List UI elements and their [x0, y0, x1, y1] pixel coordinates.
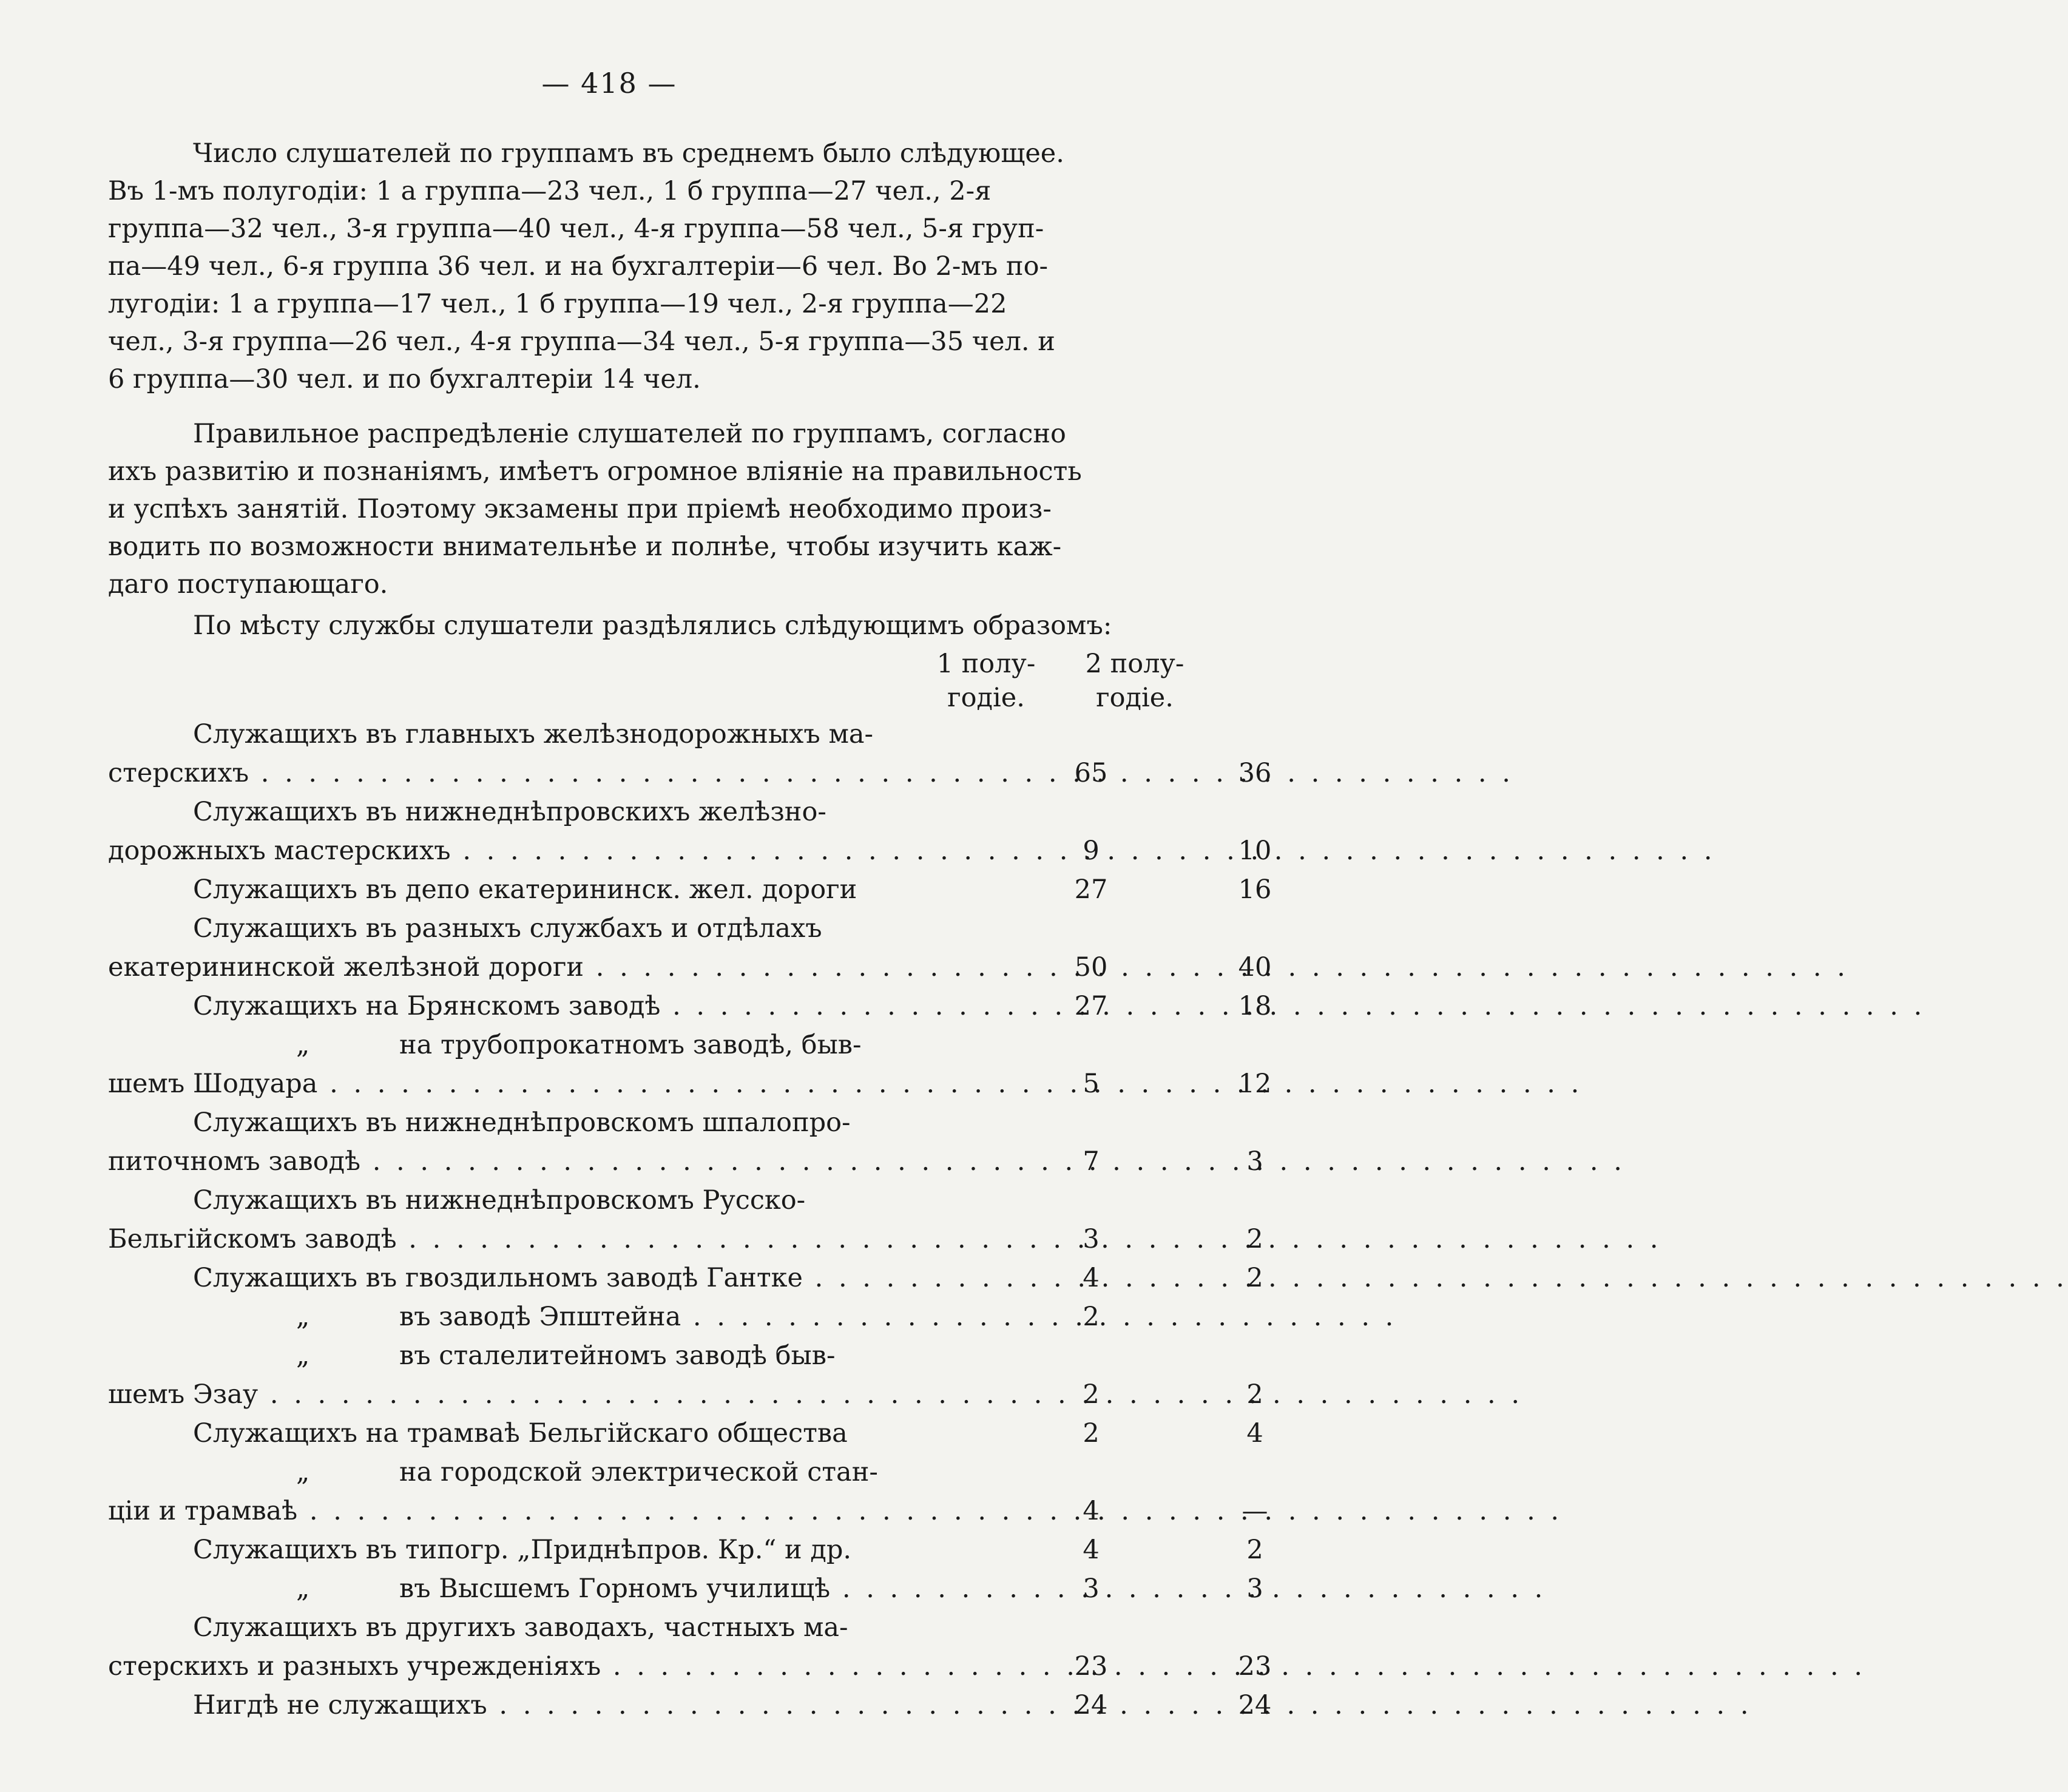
text-line: и успѣхъ занятій. Поэтому экзамены при пріемѣ необходимо произ-: [108, 494, 1052, 524]
ditto-mark: „: [296, 1030, 310, 1060]
paragraph-group-counts: [108, 135, 1206, 398]
table-row: [108, 870, 1272, 909]
table-row: [108, 987, 1272, 1026]
table-row: [108, 831, 1272, 870]
row-label: ціи и трамваѣ . . .: [108, 1492, 945, 1530]
table-row: [108, 1647, 1272, 1686]
table-row: [108, 1414, 1263, 1453]
ditto-mark: „: [296, 1302, 310, 1332]
table-row: [108, 1336, 1206, 1375]
text-line: Число слушателей по группамъ въ среднемъ было слѣдующее.: [193, 138, 1064, 169]
row-label: на городской электрической стан-: [399, 1457, 878, 1487]
table-row: [108, 1686, 1272, 1725]
table-row: [108, 1220, 1263, 1259]
value-first-half: 4: [1083, 1263, 1100, 1293]
row-label: Служащихъ въ нижнеднѣпровскихъ желѣзно-: [193, 797, 826, 827]
value-second-half: 24: [1238, 1690, 1272, 1720]
table-row: [108, 1142, 1263, 1181]
row-label: Служащихъ въ нижнеднѣпровскомъ Русско-: [193, 1185, 806, 1216]
value-second-half: 3: [1246, 1146, 1263, 1177]
table-row: [108, 1453, 1206, 1492]
table-row: [108, 1608, 1206, 1647]
text-line: Въ 1-мъ полугодіи: 1 а группа—23 чел., 1 б группа—27 чел., 2-я: [108, 176, 992, 206]
table-row: [108, 1569, 1263, 1608]
text-line: ихъ развитію и познаніямъ, имѣетъ огромное вліяніе на правильность: [108, 456, 1082, 487]
row-label: шемъ Эзау . . .: [108, 1375, 945, 1414]
value-first-half: 27: [1074, 874, 1108, 905]
text-line: чел., 3-я группа—26 чел., 4-я группа—34 чел., 5-я группа—35 чел. и: [108, 326, 1055, 357]
row-label: Служащихъ въ разныхъ службахъ и отдѣлахъ: [193, 913, 822, 944]
value-second-half: 40: [1238, 952, 1272, 982]
ditto-mark: „: [296, 1457, 310, 1487]
table-row: [108, 1259, 1263, 1297]
value-first-half: 2: [1083, 1302, 1100, 1332]
row-label: стерскихъ и разныхъ учрежденіяхъ . . .: [108, 1647, 945, 1686]
value-second-half: 36: [1238, 758, 1272, 788]
row-label: Служащихъ въ депо екатерининск. жел. дороги: [193, 874, 857, 905]
value-second-half: 2: [1246, 1379, 1263, 1410]
row-label: Служащихъ въ типогр. „Приднѣпров. Кр.“ и др.: [193, 1535, 852, 1565]
table-row: [108, 715, 1206, 754]
row-label: дорожныхъ мастерскихъ . . .: [108, 831, 945, 870]
value-first-half: 3: [1083, 1574, 1100, 1604]
value-first-half: 5: [1083, 1069, 1100, 1099]
value-second-half: 3: [1246, 1574, 1263, 1604]
table-row: [108, 1530, 1263, 1569]
ditto-mark: „: [296, 1574, 310, 1604]
table-row: [108, 1297, 1206, 1336]
row-label: Бельгійскомъ заводѣ . . .: [108, 1220, 945, 1259]
table-row: [108, 1375, 1263, 1414]
value-first-half: 24: [1074, 1690, 1108, 1720]
table-row: [108, 1103, 1206, 1142]
value-second-half: 4: [1246, 1418, 1263, 1449]
table-row: [108, 1181, 1206, 1220]
text-line: даго поступающаго.: [108, 569, 388, 600]
value-second-half: 12: [1238, 1069, 1272, 1099]
value-first-half: 27: [1074, 991, 1108, 1021]
row-label: Служащихъ на Брянскомъ заводѣ . . .: [193, 987, 945, 1026]
table-row: [108, 793, 1206, 831]
value-first-half: 3: [1083, 1224, 1100, 1254]
students-by-workplace-table: [108, 715, 1272, 1725]
row-label: екатерининской желѣзной дороги . . .: [108, 948, 945, 987]
table-row: [108, 754, 1272, 793]
text-line: лугодіи: 1 а группа—17 чел., 1 б группа—19 чел., 2-я группа—22: [108, 289, 1007, 319]
text-line: группа—32 чел., 3-я группа—40 чел., 4-я группа—58 чел., 5-я груп-: [108, 214, 1044, 244]
value-first-half: 4: [1083, 1535, 1100, 1565]
text-line: Правильное распредѣленіе слушателей по группамъ, согласно: [193, 419, 1066, 449]
row-label: въ заводѣ Эпштейна . . .: [399, 1297, 945, 1336]
value-first-half: 4: [1083, 1496, 1100, 1526]
column-header-second-half: 2 полу- годіе.: [1085, 649, 1184, 713]
table-row: [108, 1492, 1268, 1530]
value-second-half: 16: [1238, 874, 1272, 905]
value-first-half: 2: [1083, 1379, 1100, 1410]
row-label: Нигдѣ не служащихъ . . .: [193, 1686, 945, 1725]
value-first-half: 23: [1074, 1651, 1108, 1682]
value-first-half: 65: [1074, 758, 1108, 788]
row-label: Служащихъ въ нижнеднѣпровскомъ шпалопро-: [193, 1107, 851, 1138]
row-label: Служащихъ въ главныхъ желѣзнодорожныхъ ма-: [193, 719, 874, 749]
value-second-half: 23: [1238, 1651, 1272, 1682]
ditto-mark: „: [296, 1341, 310, 1371]
row-label: питочномъ заводѣ . . .: [108, 1142, 945, 1181]
value-first-half: 50: [1074, 952, 1108, 982]
value-first-half: 9: [1083, 836, 1100, 866]
row-label: Служащихъ въ другихъ заводахъ, частныхъ ма-: [193, 1612, 848, 1643]
row-label: на трубопрокатномъ заводѣ, быв-: [399, 1030, 862, 1060]
table-row: [108, 1026, 1206, 1064]
page-number: — 418 —: [541, 67, 677, 100]
value-second-half: —: [1242, 1496, 1268, 1526]
table-row: [108, 948, 1272, 987]
table-intro: По мѣсту службы слушатели раздѣлялись слѣдующимъ образомъ:: [193, 610, 1112, 641]
value-second-half: 2: [1246, 1224, 1263, 1254]
table-row: [108, 909, 1206, 948]
row-label: Служащихъ въ гвоздильномъ заводѣ Гантке . . .: [193, 1259, 945, 1297]
value-second-half: 2: [1246, 1535, 1263, 1565]
column-header-first-half: 1 полу- годіе.: [936, 649, 1036, 713]
value-second-half: 10: [1238, 836, 1272, 866]
value-first-half: 2: [1083, 1418, 1100, 1449]
row-label: въ Высшемъ Горномъ училищѣ . . .: [399, 1569, 945, 1608]
text-line: па—49 чел., 6-я группа 36 чел. и на бухгалтеріи—6 чел. Во 2-мъ по-: [108, 251, 1048, 282]
value-second-half: 18: [1238, 991, 1272, 1021]
text-line: водить по возможности внимательнѣе и полнѣе, чтобы изучить каж-: [108, 532, 1062, 562]
paragraph-placement: [108, 415, 1206, 603]
row-label: шемъ Шодуара . . .: [108, 1064, 945, 1103]
value-second-half: 2: [1246, 1263, 1263, 1293]
text-line: 6 группа—30 чел. и по бухгалтеріи 14 чел.: [108, 364, 701, 394]
row-label: стерскихъ . . .: [108, 754, 945, 793]
table-row: [108, 1064, 1272, 1103]
value-first-half: 7: [1083, 1146, 1100, 1177]
row-label: въ сталелитейномъ заводѣ быв-: [399, 1341, 836, 1371]
row-label: Служащихъ на трамваѣ Бельгійскаго общества: [193, 1418, 848, 1449]
